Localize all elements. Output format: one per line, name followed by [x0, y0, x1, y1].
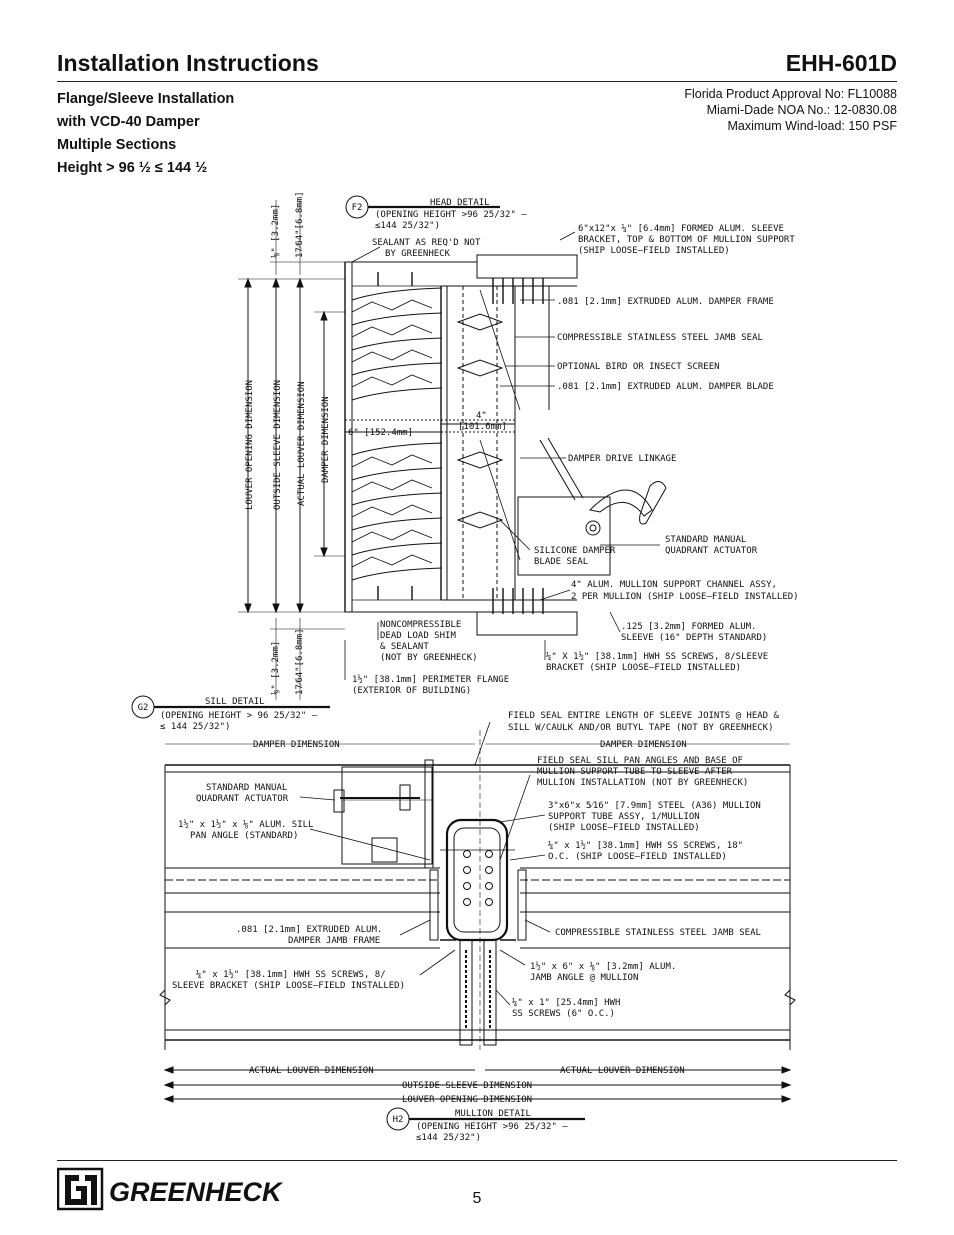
- dimension-label: OUTSIDE SLEEVE DIMENSION: [273, 379, 283, 510]
- detail-note: (OPENING HEIGHT >96 25/32" –: [375, 210, 527, 220]
- callout: (SHIP LOOSE–FIELD INSTALLED): [548, 823, 700, 833]
- callout: SILL W/CAULK AND/OR BUTYL TAPE (NOT BY GREENHECK): [508, 723, 774, 733]
- dimension-label: DAMPER DIMENSION: [253, 740, 340, 750]
- approval-line: Maximum Wind-load: 150 PSF: [727, 119, 897, 133]
- dimension-label: DAMPER DIMENSION: [321, 396, 331, 483]
- detail-tag: F2: [351, 203, 363, 213]
- callout: SLEEVE (16" DEPTH STANDARD): [621, 633, 768, 643]
- callout: O.C. (SHIP LOOSE–FIELD INSTALLED): [548, 852, 727, 862]
- callout: (NOT BY GREENHECK): [380, 653, 478, 663]
- callout: STANDARD MANUAL: [206, 783, 288, 793]
- callout: QUADRANT ACTUATOR: [665, 546, 758, 556]
- callout: (EXTERIOR OF BUILDING): [352, 686, 472, 696]
- detail-tag: G2: [137, 703, 149, 713]
- model-number: EHH-601D: [785, 50, 897, 76]
- approval-line: Florida Product Approval No: FL10088: [684, 87, 897, 101]
- callout: ¼" x 1½" [38.1mm] HWH SS SCREWS, 18": [548, 841, 744, 851]
- detail-note: ≤144 25/32"): [416, 1133, 482, 1143]
- brand-name: GREENHECK: [109, 1177, 282, 1207]
- callout: BRACKET, TOP & BOTTOM OF MULLION SUPPORT: [578, 235, 795, 245]
- callout: 1½" x 1½" x ⅛" ALUM. SILL: [178, 820, 314, 830]
- dimension-label: OUTSIDE SLEEVE DIMENSION: [402, 1081, 533, 1091]
- callout: DEAD LOAD SHIM: [380, 631, 456, 641]
- footer-rule: [57, 1160, 897, 1161]
- callout: SS SCREWS (6" O.C.): [512, 1009, 615, 1019]
- dimension-label: ⅛" [3.2mm]: [271, 640, 281, 695]
- dimension-label: LOUVER OPENING DIMENSION: [245, 379, 255, 510]
- detail-title: SILL DETAIL: [205, 697, 265, 707]
- callout: .081 [2.1mm] EXTRUDED ALUM.: [236, 925, 383, 935]
- callout: MULLION INSTALLATION (NOT BY GREENHECK): [537, 778, 749, 788]
- page-number: 5: [472, 1190, 482, 1207]
- callout: BLADE SEAL: [534, 557, 589, 567]
- callout: FIELD SEAL SILL PAN ANGLES AND BASE OF: [537, 756, 743, 766]
- callout: QUADRANT ACTUATOR: [196, 794, 289, 804]
- callout: NONCOMPRESSIBLE: [380, 620, 462, 630]
- detail-note: ≤144 25/32"): [375, 221, 441, 231]
- dimension-label: 4": [476, 411, 487, 421]
- dimension-label: [101.6mm]: [458, 422, 507, 432]
- subtitle-line: Flange/Sleeve Installation: [57, 91, 235, 107]
- callout: MULLION SUPPORT TUBE TO SLEEVE AFTER: [537, 767, 733, 777]
- callout: BRACKET (SHIP LOOSE–FIELD INSTALLED): [546, 663, 742, 673]
- callout: COMPRESSIBLE STAINLESS STEEL JAMB SEAL: [555, 928, 761, 938]
- callout: 1½" [38.1mm] PERIMETER FLANGE: [352, 675, 510, 685]
- dimension-label: ACTUAL LOUVER DIMENSION: [560, 1066, 685, 1076]
- callout: .081 [2.1mm] EXTRUDED ALUM. DAMPER FRAME: [557, 297, 774, 307]
- callout: BY GREENHECK: [385, 249, 451, 259]
- detail-title: HEAD DETAIL: [430, 198, 490, 208]
- callout: JAMB ANGLE @ MULLION: [530, 973, 639, 983]
- detail-note: (OPENING HEIGHT > 96 25/32" –: [160, 711, 318, 721]
- callout: SILICONE DAMPER: [534, 546, 616, 556]
- dimension-label: 6" [152.4mm]: [348, 428, 414, 438]
- detail-note: ≤ 144 25/32"): [160, 722, 231, 732]
- dimension-label: ACTUAL LOUVER DIMENSION: [249, 1066, 374, 1076]
- callout: (SHIP LOOSE–FIELD INSTALLED): [578, 246, 730, 256]
- detail-title: MULLION DETAIL: [455, 1109, 531, 1119]
- subtitle-line: with VCD-40 Damper: [57, 114, 200, 130]
- callout: .081 [2.1mm] EXTRUDED ALUM. DAMPER BLADE: [557, 382, 774, 392]
- callout: 1½" x 6" x ⅛" [3.2mm] ALUM.: [530, 962, 677, 972]
- dimension-label: DAMPER DIMENSION: [600, 740, 687, 750]
- subtitle-line: Height > 96 ½ ≤ 144 ½: [57, 160, 208, 176]
- dimension-label: ⅛" [3.2mm]: [271, 203, 281, 258]
- callout: 6"x12"x ¼" [6.4mm] FORMED ALUM. SLEEVE: [578, 224, 784, 234]
- detail-tag: H2: [392, 1115, 404, 1125]
- callout: DAMPER JAMB FRAME: [288, 936, 381, 946]
- callout: PAN ANGLE (STANDARD): [190, 831, 299, 841]
- callout: STANDARD MANUAL: [665, 535, 747, 545]
- callout: 3"x6"x 5⁄16" [7.9mm] STEEL (A36) MULLION: [548, 801, 761, 811]
- callout: & SEALANT: [380, 642, 429, 652]
- dimension-label: 17⁄64"[6.8mm]: [295, 628, 305, 695]
- callout: .125 [3.2mm] FORMED ALUM.: [621, 622, 757, 632]
- dimension-label: LOUVER OPENING DIMENSION: [402, 1095, 533, 1105]
- callout: COMPRESSIBLE STAINLESS STEEL JAMB SEAL: [557, 333, 763, 343]
- callout: SUPPORT TUBE ASSY, 1/MULLION: [548, 812, 700, 822]
- callout: ¼" x 1" [25.4mm] HWH: [512, 998, 621, 1008]
- callout: 4" ALUM. MULLION SUPPORT CHANNEL ASSY,: [571, 580, 777, 590]
- callout: SLEEVE BRACKET (SHIP LOOSE–FIELD INSTALLED): [172, 981, 405, 991]
- approval-line: Miami-Dade NOA No.: 12-0830.08: [706, 103, 897, 117]
- callout: ¼" x 1½" [38.1mm] HWH SS SCREWS, 8/: [196, 970, 386, 980]
- callout: 2 PER MULLION (SHIP LOOSE–FIELD INSTALLED): [571, 592, 799, 602]
- callout: FIELD SEAL ENTIRE LENGTH OF SLEEVE JOINTS @ HEAD &: [508, 711, 779, 721]
- subtitle-line: Multiple Sections: [57, 137, 177, 153]
- dimension-label: 17⁄64"[6.8mm]: [295, 191, 305, 258]
- page-title: Installation Instructions: [57, 50, 319, 76]
- callout: DAMPER DRIVE LINKAGE: [568, 454, 677, 464]
- callout: ¼" X 1½" [38.1mm] HWH SS SCREWS, 8/SLEEVE: [546, 652, 769, 662]
- dimension-label: ACTUAL LOUVER DIMENSION: [297, 381, 307, 506]
- callout: SEALANT AS REQ'D NOT: [372, 238, 481, 248]
- detail-note: (OPENING HEIGHT >96 25/32" –: [416, 1122, 568, 1132]
- callout: OPTIONAL BIRD OR INSECT SCREEN: [557, 362, 720, 372]
